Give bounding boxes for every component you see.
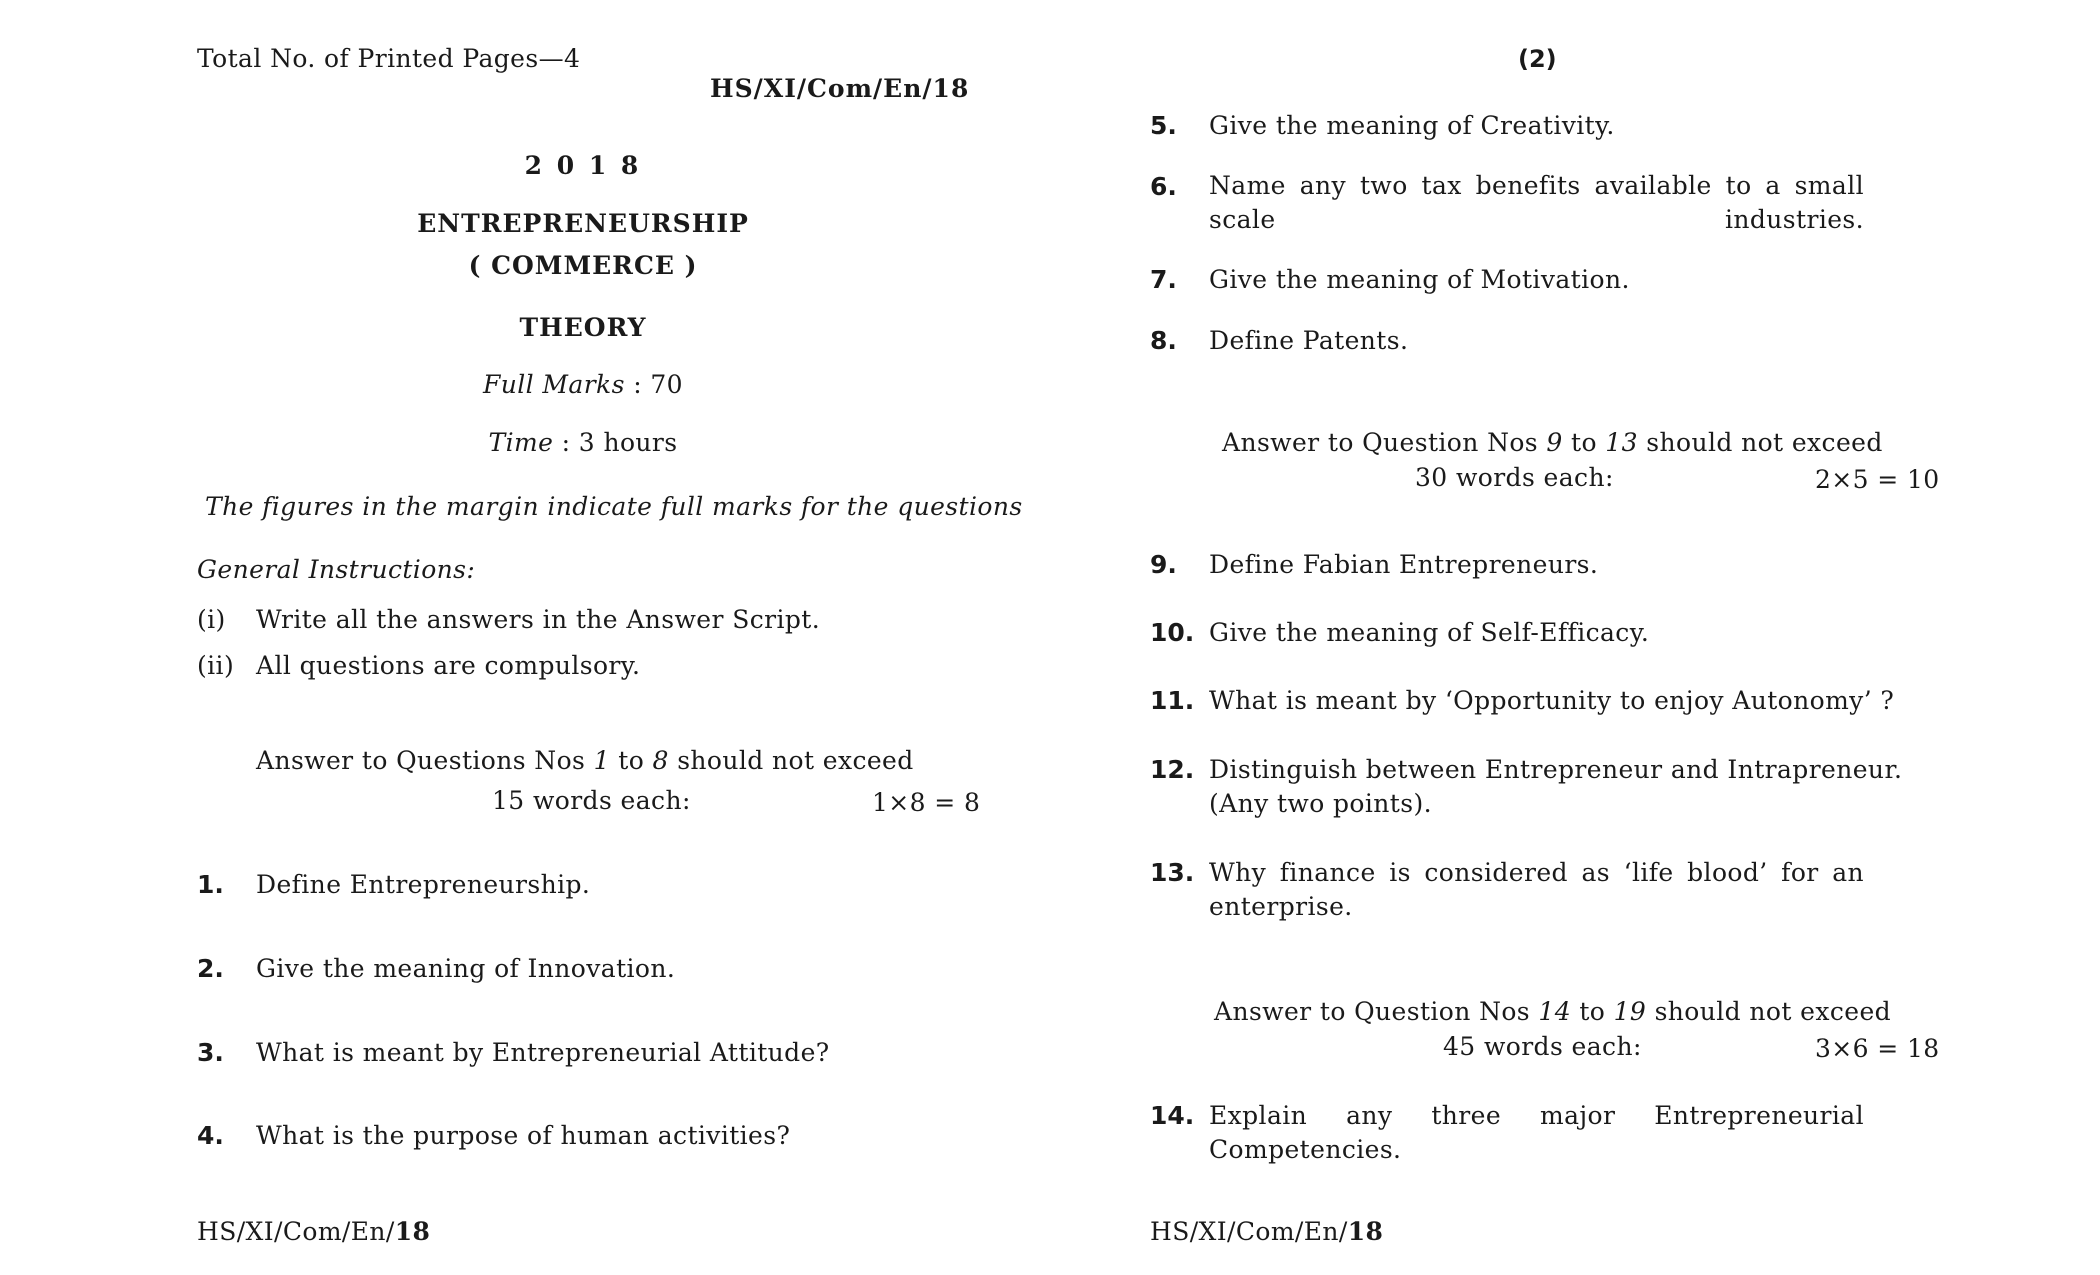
section-marks: 3×6 = 18: [1815, 1034, 1940, 1063]
section-word-limit: 45 words each:: [1443, 1032, 1642, 1061]
question-text: Name any two tax benefits available to a small scale industries.: [1209, 171, 1864, 234]
question-number: 5.: [1150, 111, 1177, 140]
question-number: 2.: [197, 954, 224, 983]
instruction-text: Write all the answers in the Answer Script.: [256, 605, 821, 634]
full-marks-label: Full Marks: [483, 370, 625, 399]
question-number: 9.: [1150, 550, 1177, 579]
page-footer: HS/XI/Com/En/18: [197, 1217, 431, 1246]
full-marks-value: : 70: [633, 370, 683, 399]
instruction-marker: (i): [197, 605, 226, 634]
question-number: 4.: [197, 1121, 224, 1150]
stream-title: ( COMMERCE ): [468, 251, 698, 280]
section-instruction: Answer to Question Nos 14 to 19 should not exceed: [1214, 997, 1892, 1026]
question-number: 8.: [1150, 326, 1177, 355]
exam-year: 2 0 1 8: [524, 151, 642, 180]
page-number: (2): [1518, 45, 1557, 73]
page-footer: HS/XI/Com/En/18: [1150, 1217, 1384, 1246]
question-text: Give the meaning of Innovation.: [256, 954, 676, 983]
time-label: Time: [488, 428, 554, 457]
question-number: 1.: [197, 870, 224, 899]
margin-note: The figures in the margin indicate full marks for the questions: [205, 492, 1023, 521]
full-marks: [383, 370, 783, 399]
instruction-text: All questions are compulsory.: [256, 651, 641, 680]
question-text: Define Patents.: [1209, 326, 1409, 355]
question-text-continued: Competencies.: [1209, 1135, 1402, 1164]
question-text: Give the meaning of Self-Efficacy.: [1209, 618, 1650, 647]
question-text: Define Entrepreneurship.: [256, 870, 591, 899]
question-number: 14.: [1150, 1101, 1195, 1130]
question-text: What is meant by Entrepreneurial Attitude?: [256, 1038, 830, 1067]
question-number: 10.: [1150, 618, 1195, 647]
question-number: 3.: [197, 1038, 224, 1067]
question-text-continued: (Any two points).: [1209, 789, 1432, 818]
question-text-continued: enterprise.: [1209, 892, 1353, 921]
subject-title: ENTREPRENEURSHIP: [417, 209, 749, 238]
question-text: Explain any three major Entrepreneurial: [1209, 1101, 1864, 1130]
printed-pages-note: Total No. of Printed Pages—4: [197, 44, 581, 73]
section-word-limit: 30 words each:: [1415, 463, 1614, 492]
question-text: Why finance is considered as ‘life blood’ for an: [1209, 858, 1864, 887]
time-value: : 3 hours: [561, 428, 678, 457]
question-text: What is the purpose of human activities?: [256, 1121, 791, 1150]
section-marks: 1×8 = 8: [872, 788, 981, 817]
section-instruction: Answer to Question Nos 9 to 13 should not exceed: [1222, 428, 1883, 457]
question-text: Define Fabian Entrepreneurs.: [1209, 550, 1599, 579]
section-instruction: Answer to Questions Nos 1 to 8 should not exceed: [256, 746, 914, 775]
question-text: Give the meaning of Creativity.: [1209, 111, 1615, 140]
question-number: 13.: [1150, 858, 1195, 887]
question-number: 11.: [1150, 686, 1195, 715]
section-marks: 2×5 = 10: [1815, 465, 1940, 494]
exam-time: [383, 428, 783, 457]
question-text: Distinguish between Entrepreneur and Intrapreneur.: [1209, 755, 1903, 784]
question-number: 7.: [1150, 265, 1177, 294]
section-word-limit: 15 words each:: [492, 786, 691, 815]
paper-type: THEORY: [519, 313, 647, 342]
general-instructions-heading: General Instructions:: [197, 555, 476, 584]
question-number: 6.: [1150, 172, 1177, 201]
instruction-marker: (ii): [197, 651, 235, 680]
question-text: Give the meaning of Motivation.: [1209, 265, 1630, 294]
paper-code: HS/XI/Com/En/18: [710, 74, 970, 103]
question-number: 12.: [1150, 755, 1195, 784]
question-text: What is meant by ‘Opportunity to enjoy Autonomy’ ?: [1209, 686, 1895, 715]
